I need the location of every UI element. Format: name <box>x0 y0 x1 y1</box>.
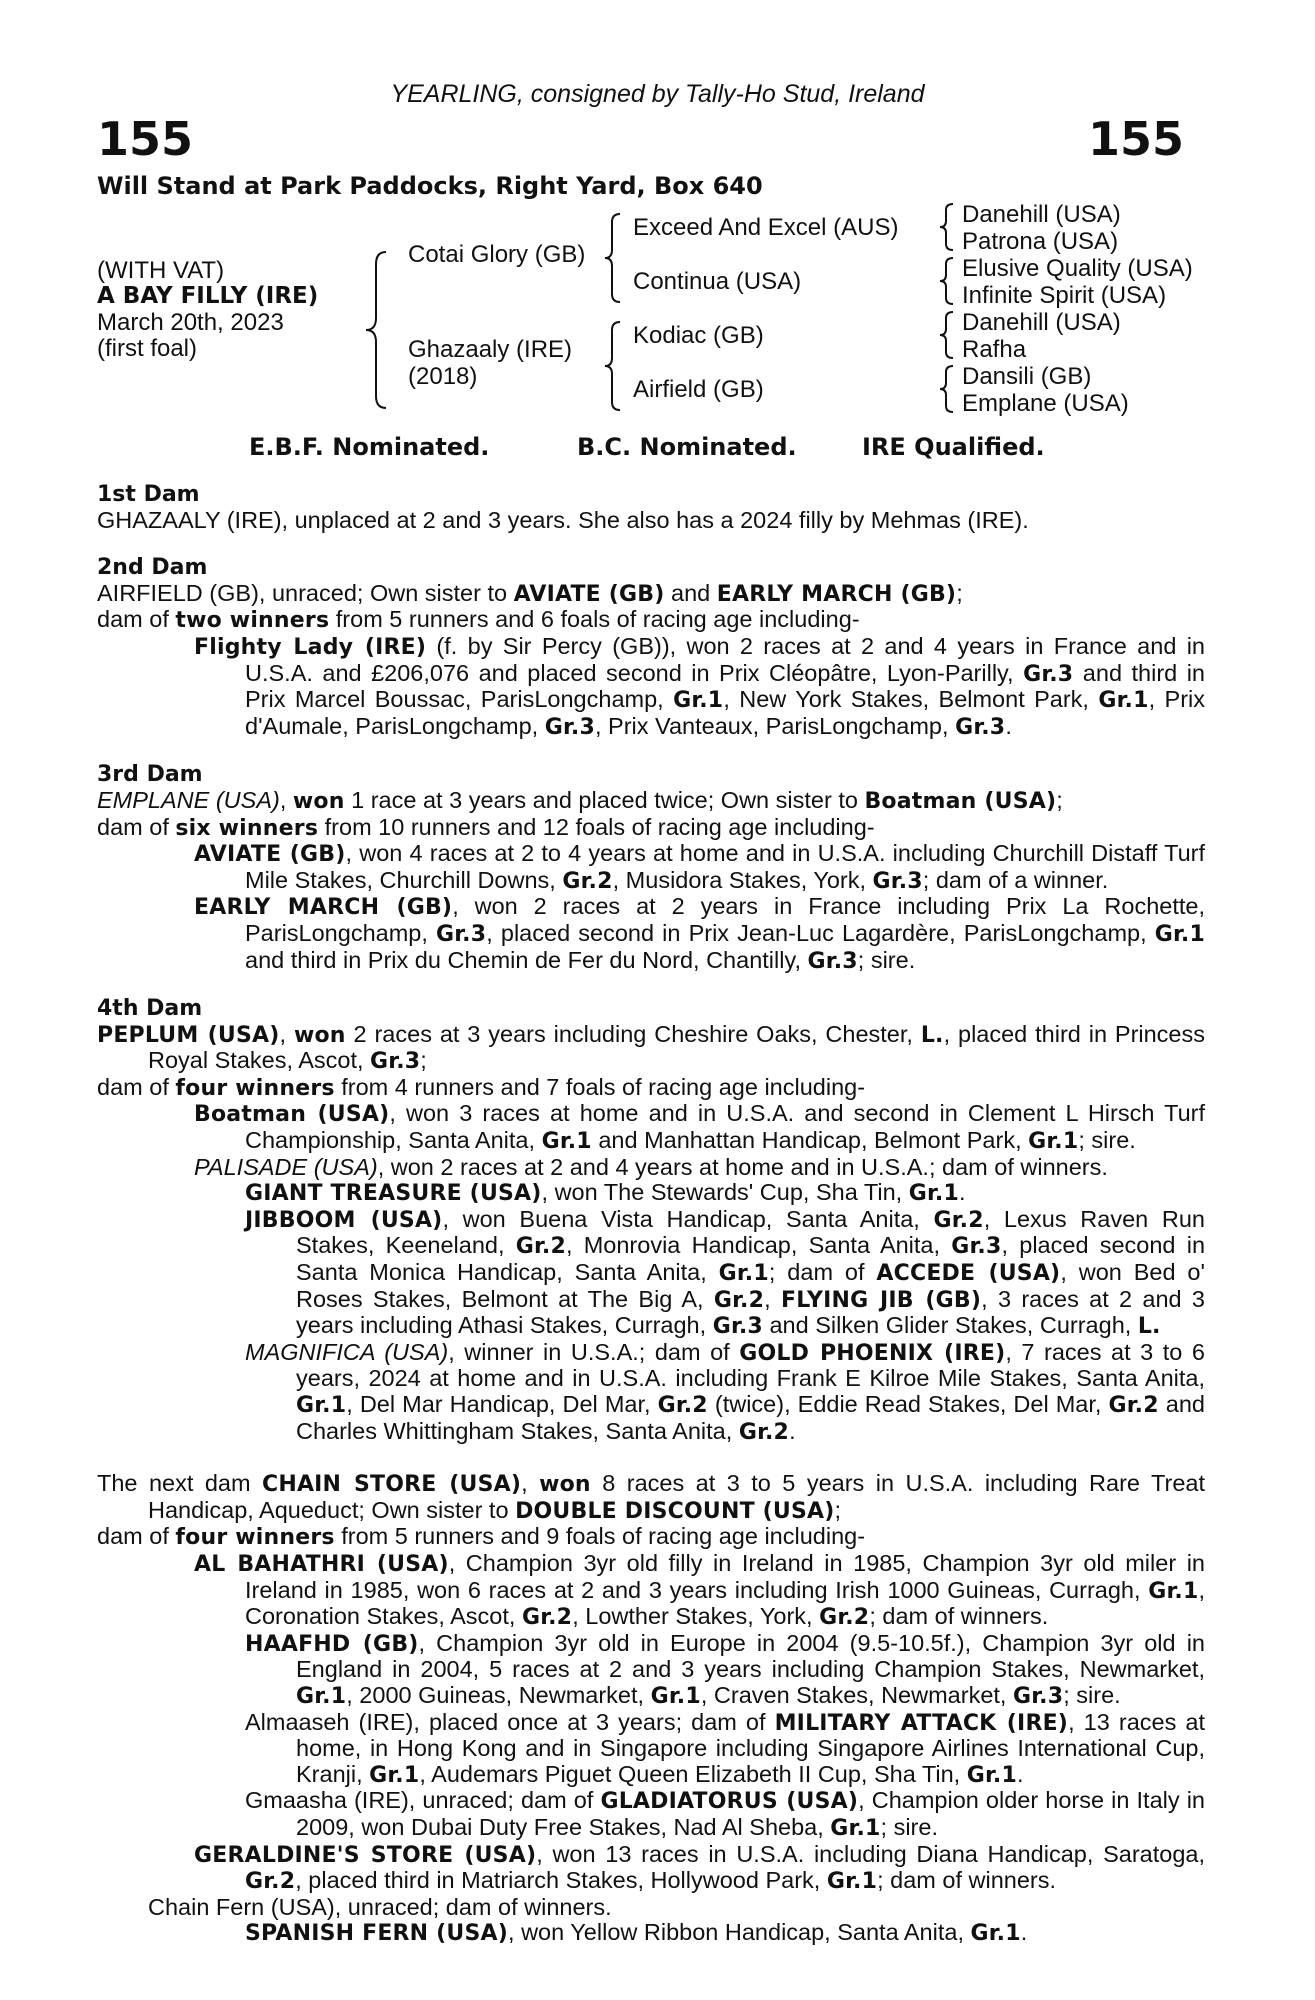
consignment-line: YEARLING, consigned by Tally-Ho Stud, Ireland <box>390 80 925 108</box>
jibboom-entry: JIBBOOM (USA), won Buena Vista Handicap, Santa Anita, Gr.2, Lexus Raven Run Stakes, Keeneland, Gr.2, Monrovia Handicap, Santa Anita, Gr.3, placed second in Santa Monica Handicap, Santa Anita, Gr.1; dam of ACCEDE (USA), won Bed o' Roses Stakes, Belmont at The Big A, Gr.2, FLYING JIB (GB), 3 races at 2 and 3 years including Athasi Stakes, Curragh, Gr.3 and Silken Glider Stakes, Curragh, L. <box>245 1205 1206 1340</box>
next-dam-text: The next dam CHAIN STORE (USA), won 8 races at 3 to 5 years in U.S.A. including Rare Treat Handicap, Aqueduct; Own sister to DOUBLE DISCOUNT (USA); <box>97 1470 1205 1524</box>
brace-g78 <box>937 364 957 414</box>
dam-year: (2018) <box>408 363 478 390</box>
foal-note: (first foal) <box>97 335 198 362</box>
brace-sire <box>602 212 624 304</box>
catalogue-body <box>97 482 1205 1947</box>
granddam-line-1: Danehill (USA) <box>962 201 1121 228</box>
next-dam-produce: dam of four winners from 5 runners and 9 foals of racing age including- <box>97 1523 866 1551</box>
flighty-lady-entry: Flighty Lady (IRE) (f. by Sir Percy (GB)), won 2 races at 2 and 4 years in France and in U.S.A. and £206,076 and placed second in Prix Cléopâtre, Lyon-Parilly, Gr.3 and third in Prix Marcel Boussac, ParisLongchamp, Gr.1, New York Stakes, Belmont Park, Gr.1, Prix d'Aumale, ParisLongchamp, Gr.3, Prix Vanteaux, ParisLongchamp, Gr.3. <box>194 632 1206 740</box>
magnifica-entry: MAGNIFICA (USA), winner in U.S.A.; dam of GOLD PHOENIX (IRE), 7 races at 3 to 6 years, 2024 at home and in U.S.A. including Frank E Kilroe Mile Stakes, Santa Anita, Gr.1, Del Mar Handicap, Del Mar, Gr.2 (twice), Eddie Read Stakes, Del Mar, Gr.2 and Charles Whittingham Stakes, Santa Anita, Gr.2. <box>245 1338 1205 1445</box>
brace-g34 <box>937 256 957 306</box>
almaaseh-entry: Almaaseh (IRE), placed once at 3 years; dam of MILITARY ATTACK (IRE), 13 races at home, in Hong Kong and in Singapore including Singapore Airlines International Cup, Kranji, Gr.1, Audemars Piguet Queen Elizabeth II Cup, Sha Tin, Gr.1. <box>245 1708 1205 1788</box>
third-dam-heading: 3rd Dam <box>97 762 203 788</box>
palisade-entry: PALISADE (USA), won 2 races at 2 and 4 years at home and in U.S.A.; dam of winners. <box>194 1153 1108 1180</box>
gmaasha-entry: Gmaasha (IRE), unraced; dam of GLADIATORUS (USA), Champion older horse in Italy in 2009, won Dubai Duty Free Stakes, Nad Al Sheba, Gr.1; sire. <box>245 1787 1205 1841</box>
dam-sire: Kodiac (GB) <box>633 322 764 349</box>
ire-qualification: IRE Qualified. <box>862 433 1045 461</box>
early-march-entry: EARLY MARCH (GB), won 2 races at 2 years in France including Prix La Rochette, ParisLongchamp, Gr.3, placed second in Prix Jean-Luc Lagardère, ParisLongchamp, Gr.1 and third in Prix du Chemin de Fer du Nord, Chantilly, Gr.3; sire. <box>194 893 1205 974</box>
brace-g56 <box>937 310 957 360</box>
third-dam-text: EMPLANE (USA), won 1 race at 3 years and placed twice; Own sister to Boatman (USA); <box>97 786 1063 814</box>
fourth-dam-heading: 4th Dam <box>97 996 203 1022</box>
geraldines-store-entry: GERALDINE'S STORE (USA), won 13 races in U.S.A. including Diana Handicap, Saratoga, Gr.2, placed third in Matriarch Stakes, Hollywood Park, Gr.1; dam of winners. <box>194 1840 1205 1895</box>
sire-dam: Continua (USA) <box>633 268 802 295</box>
dam-name: Ghazaaly (IRE) <box>408 336 573 363</box>
fourth-dam-text: PEPLUM (USA), won 2 races at 3 years including Cheshire Oaks, Chester, L., placed third in Princess Royal Stakes, Ascot, Gr.3; <box>97 1020 1206 1075</box>
granddam-line-5: Danehill (USA) <box>962 309 1121 336</box>
brace-g12 <box>937 202 957 252</box>
second-dam-produce: dam of two winners from 5 runners and 6 foals of racing age including- <box>97 606 860 634</box>
second-dam-heading: 2nd Dam <box>97 555 208 581</box>
brace-main <box>362 250 390 410</box>
dam-dam: Airfield (GB) <box>633 376 764 403</box>
bc-nomination: B.C. Nominated. <box>577 433 797 461</box>
stand-location: Will Stand at Park Paddocks, Right Yard, Box 640 <box>97 172 763 200</box>
first-dam-heading: 1st Dam <box>97 482 200 507</box>
granddam-line-3: Elusive Quality (USA) <box>962 255 1193 282</box>
lot-name: A BAY FILLY (IRE) <box>97 283 319 309</box>
granddam-line-6: Rafha <box>962 336 1027 363</box>
foaling-date: March 20th, 2023 <box>97 309 284 336</box>
sire-name: Cotai Glory (GB) <box>408 241 586 268</box>
spanish-fern-entry: SPANISH FERN (USA), won Yellow Ribbon Handicap, Santa Anita, Gr.1. <box>245 1919 1028 1947</box>
granddam-line-4: Infinite Spirit (USA) <box>962 282 1167 309</box>
boatman-entry: Boatman (USA), won 3 races at home and in U.S.A. and second in Clement L Hirsch Turf Championship, Santa Anita, Gr.1 and Manhattan Handicap, Belmont Park, Gr.1; sire. <box>194 1100 1206 1155</box>
haafhd-entry: HAAFHD (GB), Champion 3yr old in Europe in 2004 (9.5-10.5f.), Champion 3yr old in England in 2004, 5 races at 2 and 3 years including Champion Stakes, Newmarket, Gr.1, 2000 Guineas, Newmarket, Gr.1, Craven Stakes, Newmarket, Gr.3; sire. <box>245 1629 1205 1709</box>
granddam-line-7: Dansili (GB) <box>962 363 1092 390</box>
ebf-nomination: E.B.F. Nominated. <box>249 433 490 461</box>
third-dam-produce: dam of six winners from 10 runners and 12 foals of racing age including- <box>97 813 875 841</box>
lot-number-left: 155 <box>97 112 194 166</box>
fourth-dam-produce: dam of four winners from 4 runners and 7 foals of racing age including- <box>97 1073 866 1101</box>
second-dam-text: AIRFIELD (GB), unraced; Own sister to AVIATE (GB) and EARLY MARCH (GB); <box>97 579 963 607</box>
chain-fern-entry: Chain Fern (USA), unraced; dam of winners. <box>148 1893 612 1920</box>
vat-note: (WITH VAT) <box>97 257 225 284</box>
granddam-line-2: Patrona (USA) <box>962 228 1119 255</box>
brace-dam <box>602 320 624 412</box>
sire-sire: Exceed And Excel (AUS) <box>633 214 899 241</box>
first-dam-text: GHAZAALY (IRE), unplaced at 2 and 3 years. She also has a 2024 filly by Mehmas (IRE). <box>97 506 1029 533</box>
giant-treasure-entry: GIANT TREASURE (USA), won The Stewards' Cup, Sha Tin, Gr.1. <box>245 1179 966 1207</box>
granddam-line-8: Emplane (USA) <box>962 390 1129 417</box>
al-bahathri-entry: AL BAHATHRI (USA), Champion 3yr old filly in Ireland in 1985, Champion 3yr old miler in Ireland in 1985, won 6 races at 2 and 3 years including Irish 1000 Guineas, Curragh, Gr.1, Coronation Stakes, Ascot, Gr.2, Lowther Stakes, York, Gr.2; dam of winners. <box>194 1549 1205 1631</box>
aviate-entry: AVIATE (GB), won 4 races at 2 to 4 years at home and in U.S.A. including Churchill Distaff Turf Mile Stakes, Churchill Downs, Gr.2, Musidora Stakes, York, Gr.3; dam of a winner. <box>194 840 1206 894</box>
lot-number-right: 155 <box>1088 112 1185 166</box>
